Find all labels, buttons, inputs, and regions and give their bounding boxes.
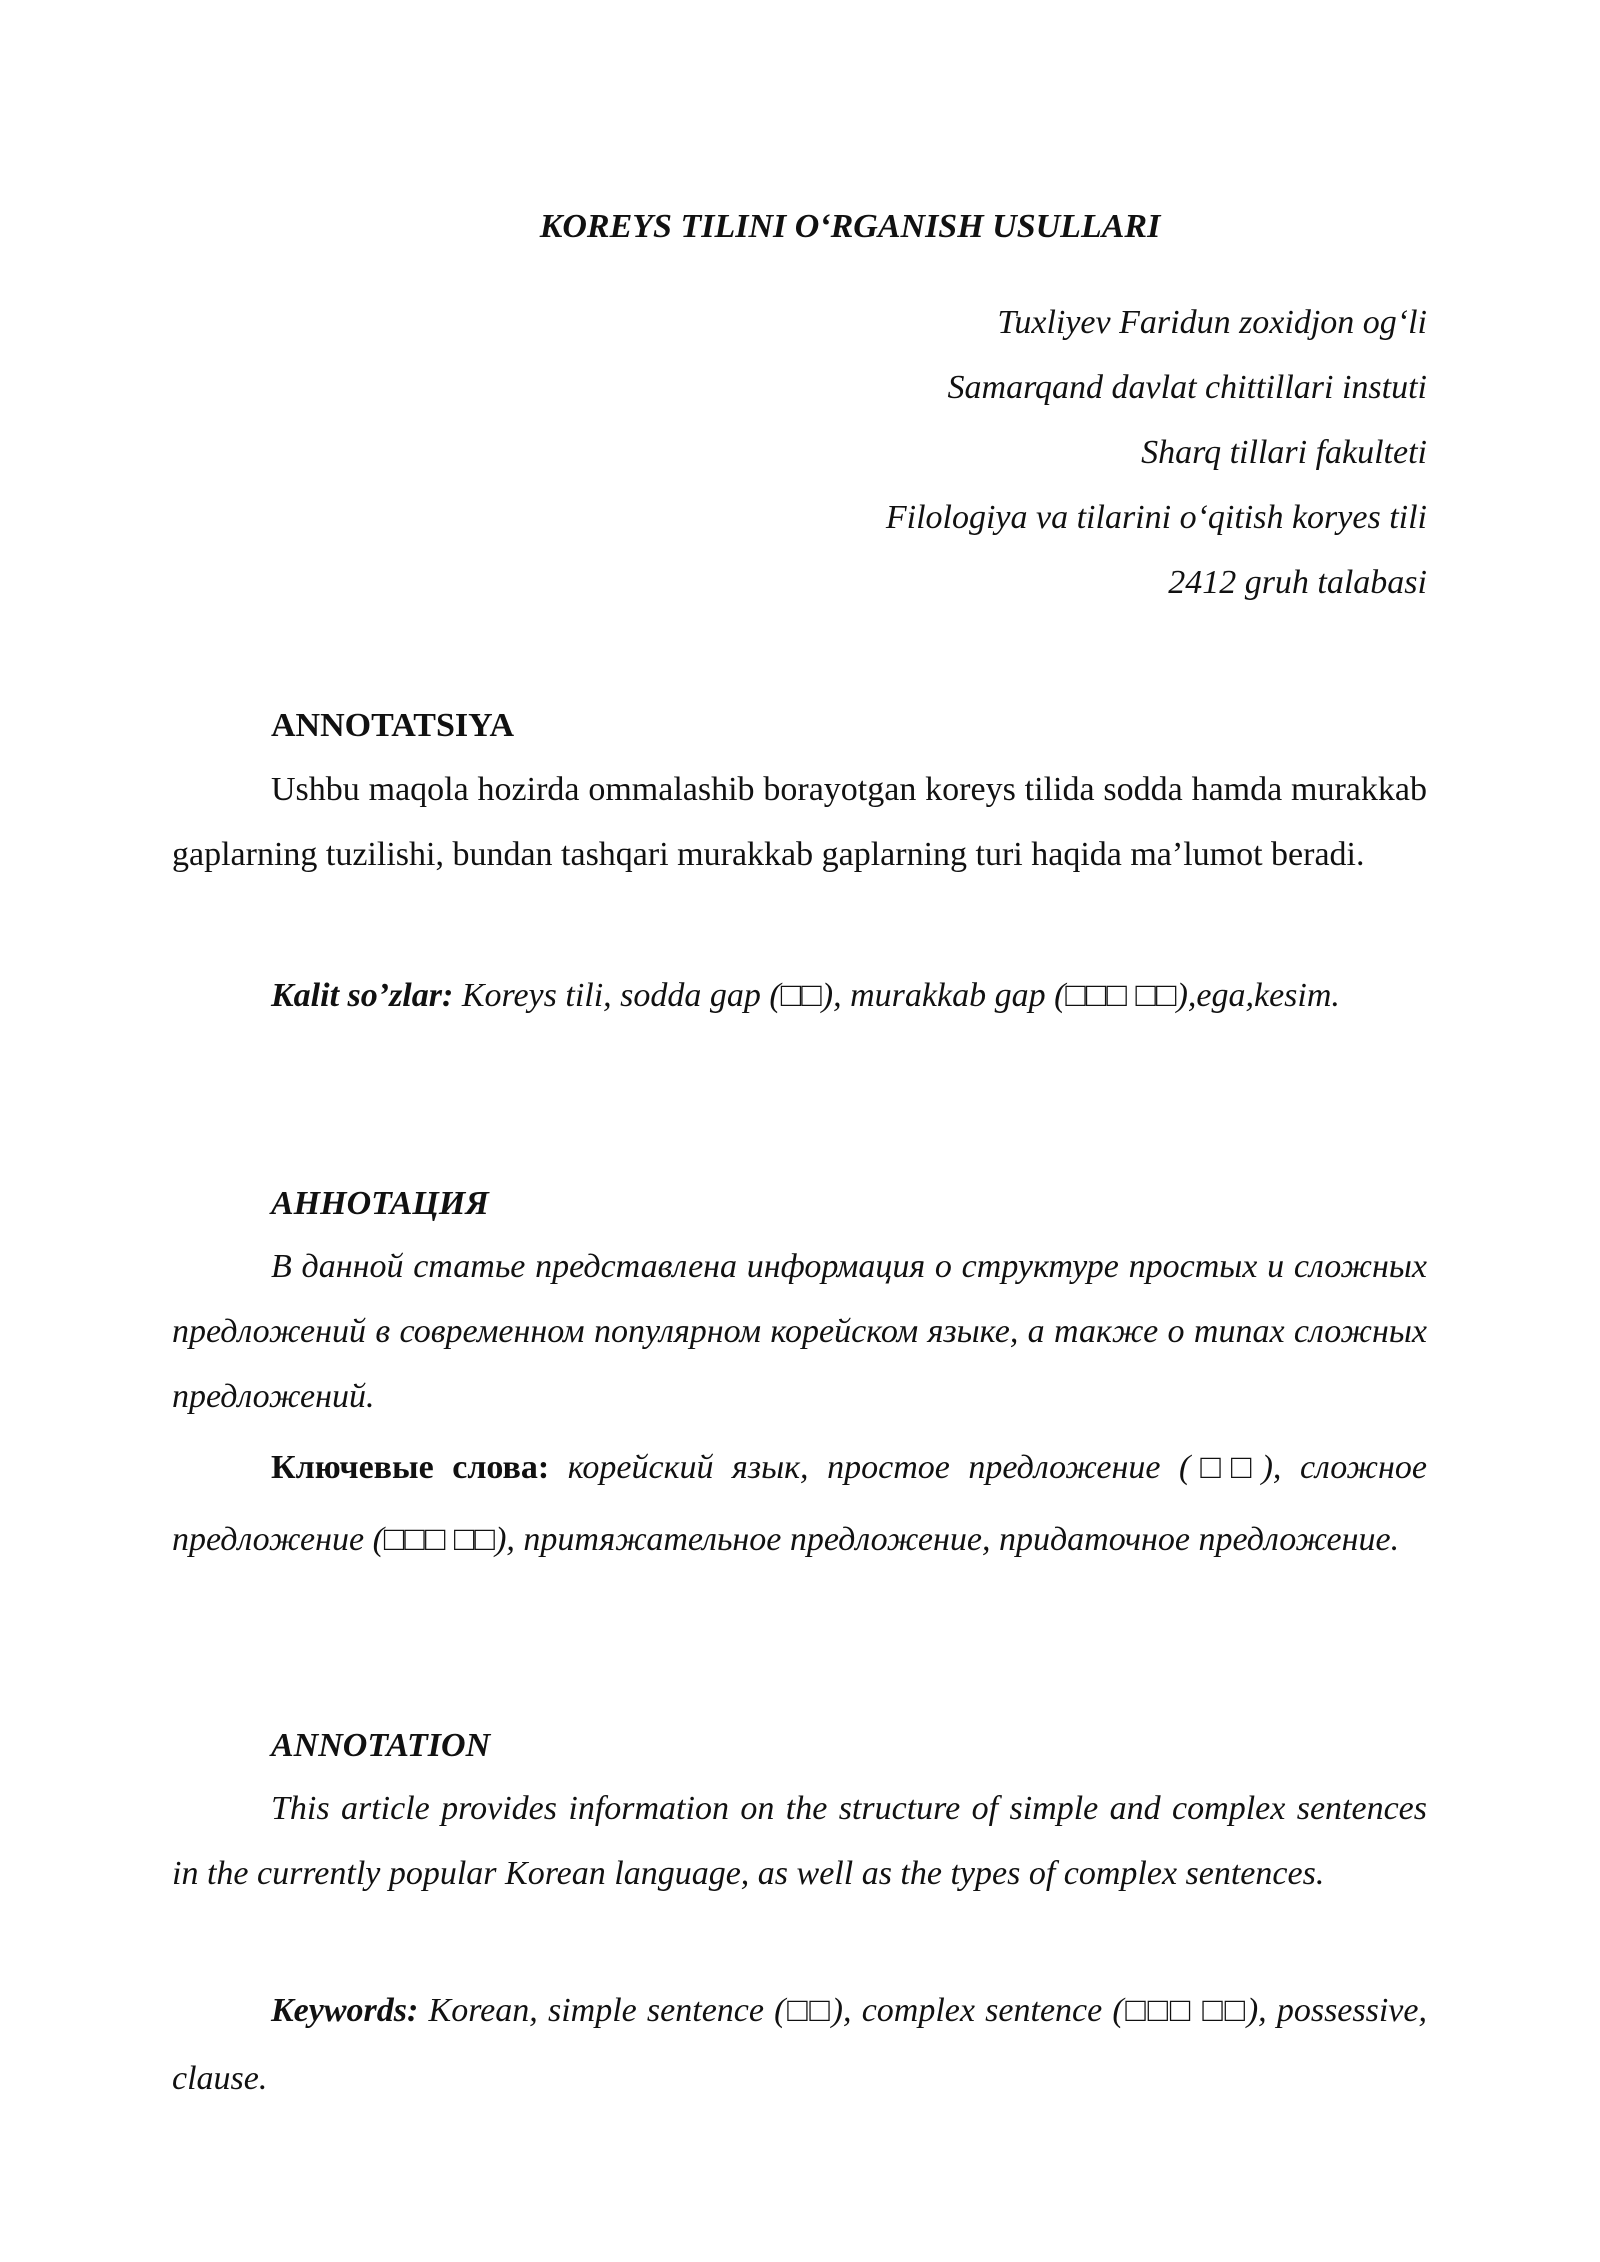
en-keywords [172, 1977, 1427, 2113]
en-keywords-text: Korean, simple sentence (□□), complex sentence (□□□ □□), possessive, clause. [172, 1992, 1427, 2097]
ru-keywords-text: корейский язык, простое предложение (□□), сложное предложение (□□□ □□), притяжательное предложение, придаточное предложение. [172, 1449, 1428, 1558]
ru-annotation-heading: АННОТАЦИЯ [271, 1185, 489, 1222]
en-annotation-body: This article provides information on the structure of simple and complex sentences in the currently popular Korean language, as well as the types of complex sentences. [172, 1790, 1427, 1892]
uz-keywords [172, 957, 1427, 1035]
author-info [886, 290, 1427, 615]
author-faculty: Sharq tillari fakulteti [1141, 434, 1427, 471]
uz-annotation-heading: ANNOTATSIYA [271, 707, 515, 744]
uz-keywords-text: Koreys tili, sodda gap (□□), murakkab gap (□□□ □□),ega,kesim. [453, 977, 1340, 1014]
paper-title: KOREYS TILINI O‘RGANISH USULLARI [539, 208, 1161, 245]
en-annotation-heading: ANNOTATION [271, 1727, 491, 1764]
uz-keywords-label: Kalit so’zlar: [271, 977, 454, 1014]
author-group: 2412 gruh talabasi [1168, 564, 1427, 601]
ru-keywords [172, 1432, 1427, 1576]
en-keywords-label: Keywords: [271, 1992, 419, 2029]
ru-annotation-body: В данной статье представлена информация о структуре простых и сложных предложений в современном популярном корейском языке, а также о типах сложных предложений. [172, 1248, 1427, 1415]
uz-annotation-body: Ushbu maqola hozirda ommalashib borayotgan koreys tilida sodda hamda murakkab gaplarning tuzilishi, bundan tashqari murakkab gaplarning turi haqida ma’lumot beradi. [172, 771, 1427, 873]
author-name: Tuxliyev Faridun zoxidjon og‘li [997, 304, 1427, 341]
author-institute: Samarqand davlat chittillari instuti [947, 369, 1427, 406]
author-department: Filologiya va tilarini o‘qitish koryes tili [885, 499, 1427, 536]
ru-keywords-label: Ключевые слова: [271, 1449, 550, 1486]
